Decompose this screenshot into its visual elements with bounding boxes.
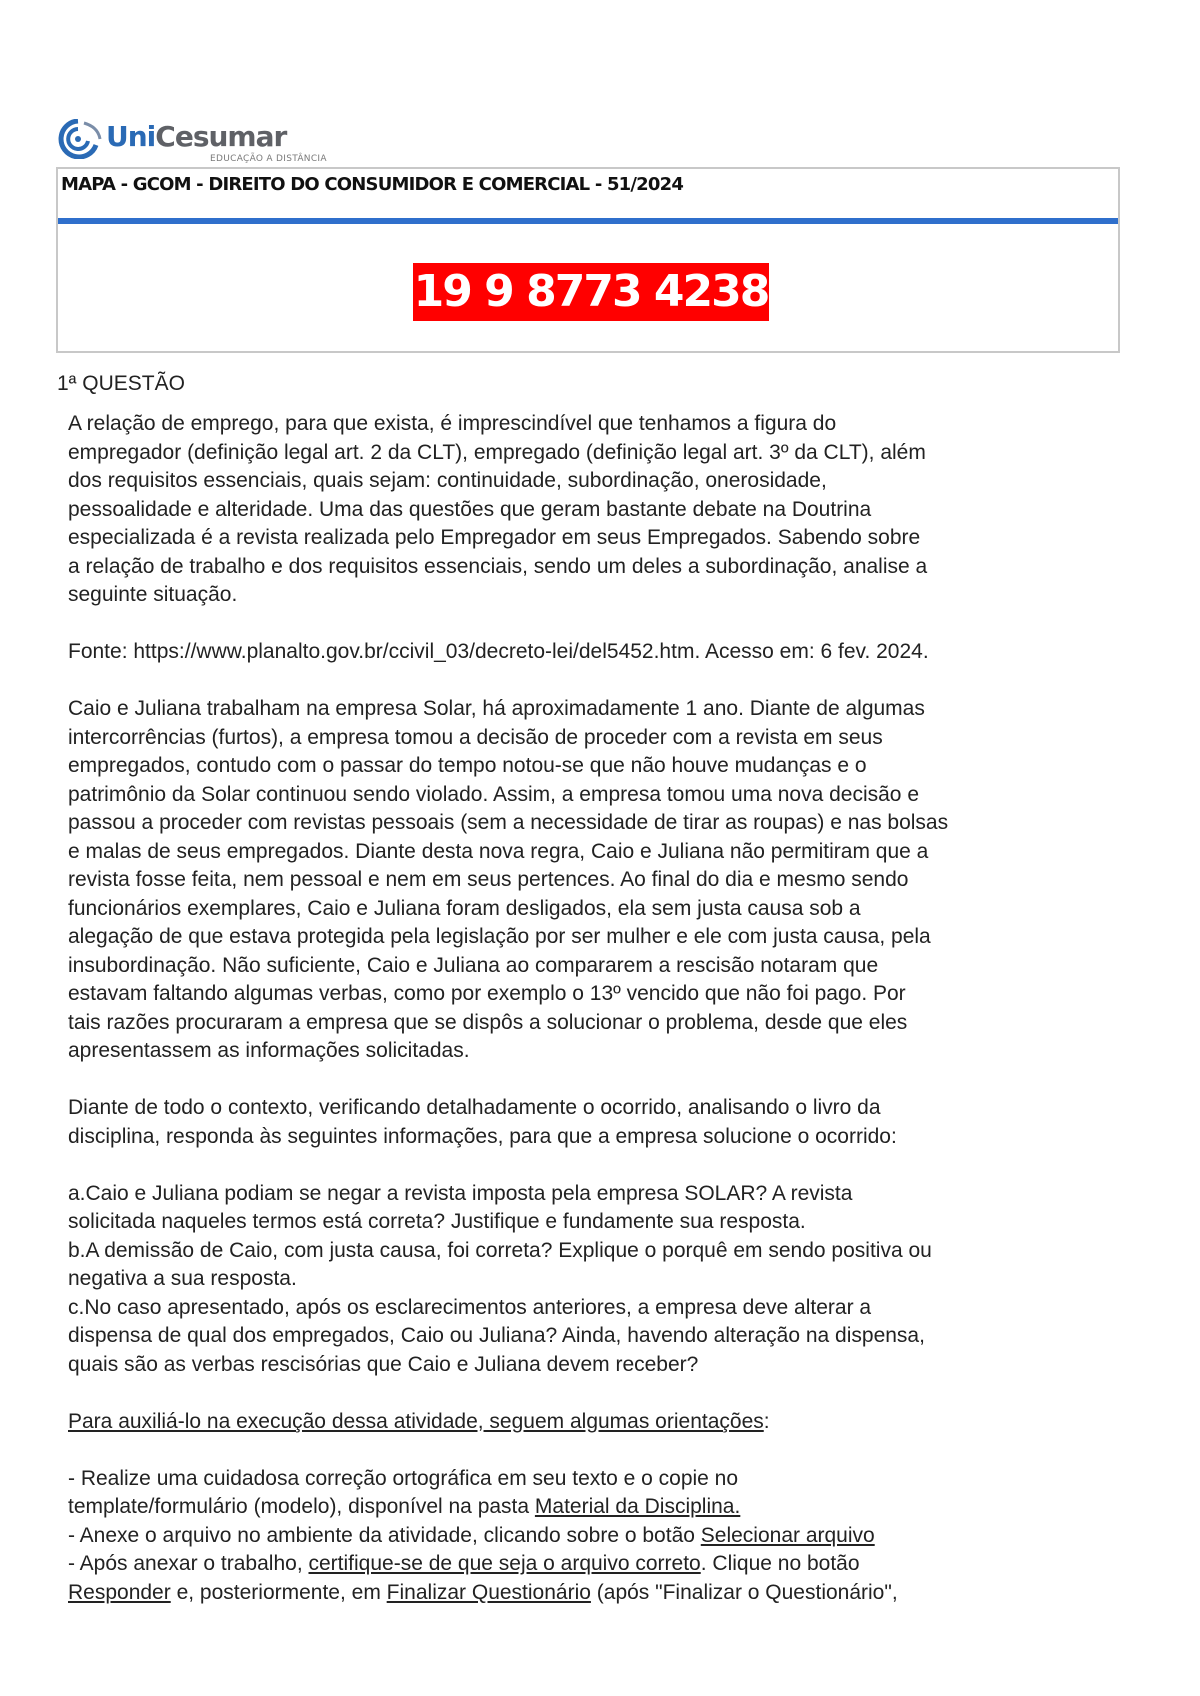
text-line: alegação de que estava protegida pela legislação por ser mulher e ele com justa causa, pela (68, 925, 931, 948)
header-divider (58, 218, 1118, 224)
phone-banner: 19 9 8773 4238 (413, 263, 769, 321)
text-line: A relação de emprego, para que exista, é imprescindível que tenhamos a figura do (68, 412, 837, 435)
text-line: funcionários exemplares, Caio e Juliana foram desligados, ela sem justa causa sob a (68, 896, 861, 920)
paragraph-instructions (68, 1094, 1118, 1151)
unicesumar-logo (54, 116, 327, 168)
text-line: seguinte situação. (68, 583, 238, 606)
select-file-link[interactable]: Selecionar arquivo (700, 1523, 875, 1547)
text-line: e malas de seus empregados. Diante desta nova regra, Caio e Juliana não permitiram que a (68, 839, 929, 863)
verify-file-link: certifique-se de que seja o arquivo correto (308, 1552, 701, 1575)
text-line: Diante de todo o contexto, verificando detalhadamente o ocorrido, analisando o livro da (68, 1096, 881, 1119)
text-line: disciplina, responda às seguintes informações, para que a empresa solucione o ocorrido: (68, 1124, 897, 1148)
text-line: intercorrências (furtos), a empresa tomou a decisão de proceder com a revista em seus (68, 725, 883, 749)
question-item-line: a.Caio e Juliana podiam se negar a revista imposta pela empresa SOLAR? A revista (68, 1181, 853, 1205)
paragraph-intro (68, 410, 1118, 610)
text-line: tais razões procuraram a empresa que se dispôs a solucionar o problema, desde que eles (68, 1010, 908, 1034)
text-line: revista fosse feita, nem pessoal e nem em seus pertences. Ao final do dia e mesmo sendo (68, 868, 909, 891)
question-title: 1ª QUESTÃO (57, 372, 185, 395)
finish-quiz-link[interactable]: Finalizar Questionário (386, 1580, 591, 1604)
unicesumar-logo-icon (54, 119, 104, 159)
guideline-1b: template/formulário (modelo), disponível na pasta Material da Disciplina. (68, 1495, 741, 1518)
brand-tagline: EDUCAÇÃO A DISTÂNCIA (210, 154, 327, 164)
question-items (68, 1180, 1118, 1380)
guideline-3: - Após anexar o trabalho, certifique-se de que seja o arquivo correto. Clique no botão (68, 1552, 860, 1575)
text-line: estavam faltando algumas verbas, como por exemplo o 13º vencido que não foi pago. Por (68, 982, 906, 1005)
text-line: dos requisitos essenciais, quais sejam: continuidade, subordinação, onerosidade, (68, 469, 827, 492)
question-item-line: b.A demissão de Caio, com justa causa, foi correta? Explique o porquê em sendo positiva ou (68, 1238, 932, 1262)
respond-link[interactable]: Responder (68, 1580, 171, 1604)
text-line: a relação de trabalho e dos requisitos essenciais, sendo um deles a subordinação, analise a (68, 554, 928, 578)
question-item-line: quais são as verbas rescisórias que Caio e Juliana devem receber? (68, 1352, 699, 1376)
text-line: insubordinação. Não suficiente, Caio e Juliana ao compararem a rescisão notaram que (68, 953, 879, 977)
guideline-2: - Anexe o arquivo no ambiente da atividade, clicando sobre o botão Selecionar arquivo (68, 1523, 875, 1547)
question-body (68, 410, 1118, 1607)
text-line: passou a proceder com revistas pessoais (sem a necessidade de tirar as roupas) e nas bolsas (68, 811, 949, 834)
question-item-line: solicitada naqueles termos está correta? Justifique e fundamente sua resposta. (68, 1210, 806, 1233)
text-line: pessoalidade e alteridade. Uma das questões que geram bastante debate na Doutrina (68, 497, 872, 521)
text-line: empregador (definição legal art. 2 da CLT), empregado (definição legal art. 3º da CLT), além (68, 440, 926, 464)
text-line: especializada é a revista realizada pelo Empregador em seus Empregados. Sabendo sobre (68, 526, 921, 549)
brand-name: UniCesumar (106, 120, 287, 153)
document-title: MAPA - GCOM - DIREITO DO CONSUMIDOR E COMERCIAL - 51/2024 (61, 174, 684, 195)
source-citation: Fonte: https://www.planalto.gov.br/ccivil_03/decreto-lei/del5452.htm. Acesso em: 6 fev. 2024. (68, 640, 929, 663)
material-link[interactable]: Material da Disciplina. (534, 1495, 741, 1518)
guidelines-heading: Para auxiliá-lo na execução dessa atividade, seguem algumas orientações: (68, 1409, 770, 1433)
text-line: apresentassem as informações solicitadas. (68, 1039, 470, 1062)
question-item-line: dispensa de qual dos empregados, Caio ou Juliana? Ainda, havendo alteração na dispensa, (68, 1324, 925, 1347)
text-line: empregados, contudo com o passar do tempo notou-se que não houve mudanças e o (68, 754, 867, 777)
guideline-1a: - Realize uma cuidadosa correção ortográfica em seu texto e o copie no (68, 1466, 739, 1490)
question-item-line: negativa a sua resposta. (68, 1267, 297, 1290)
text-line: patrimônio da Solar continuou sendo violado. Assim, a empresa tomou uma nova decisão e (68, 782, 919, 806)
question-item-line: c.No caso apresentado, após os esclarecimentos anteriores, a empresa deve alterar a (68, 1295, 872, 1319)
text-line: Caio e Juliana trabalham na empresa Solar, há aproximadamente 1 ano. Diante de algumas (68, 697, 925, 720)
paragraph-case (68, 695, 1118, 1066)
header-box (56, 167, 1120, 353)
guideline-4: Responder e, posteriormente, em Finalizar Questionário (após "Finalizar o Questionário", (68, 1580, 898, 1604)
